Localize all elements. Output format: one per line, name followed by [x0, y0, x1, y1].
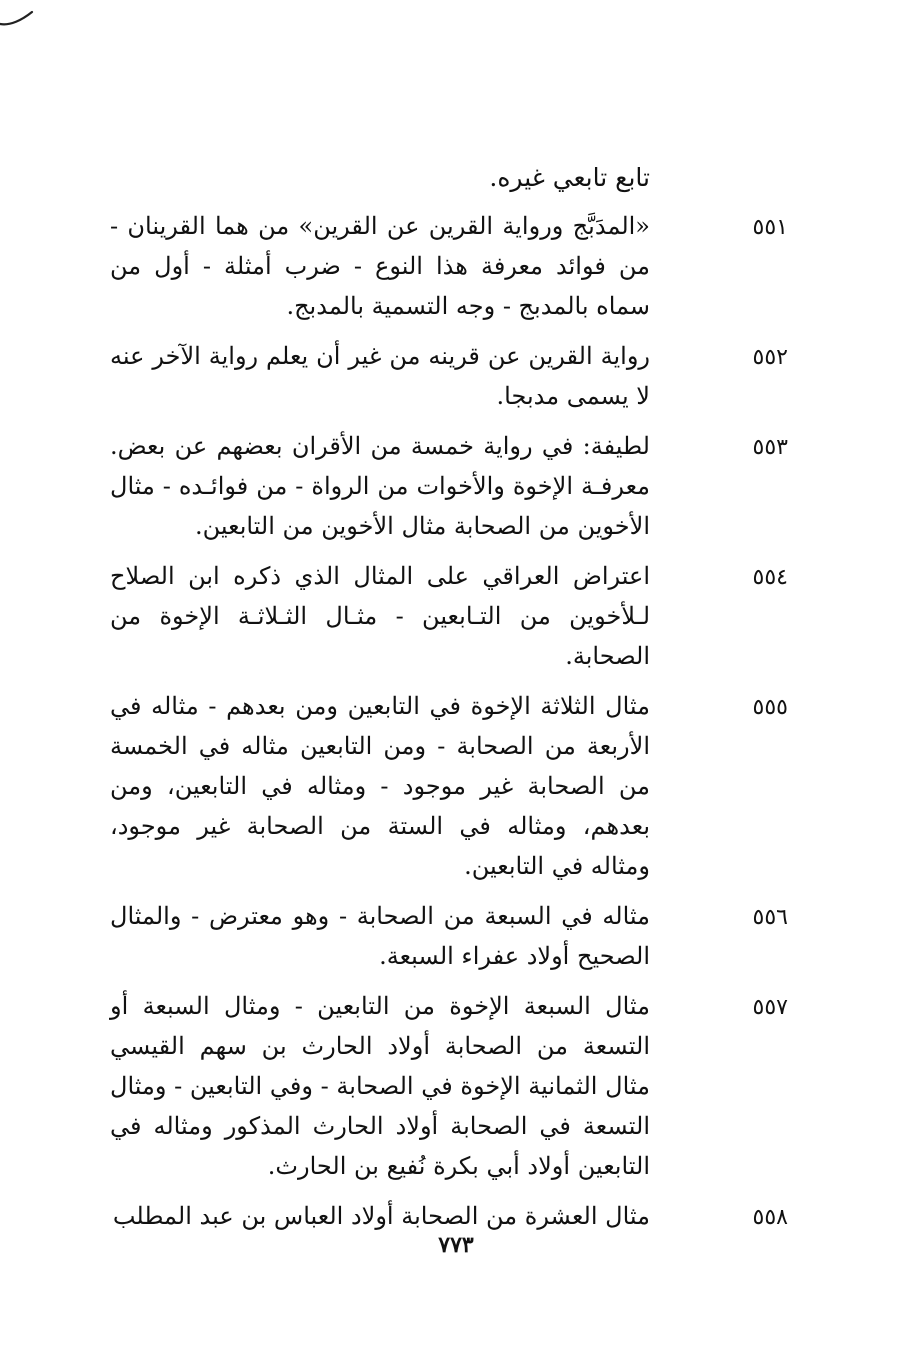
index-entry [110, 680, 800, 890]
entry-page-number: ٥٥٤ [752, 565, 788, 590]
entry-page-number: ٥٥٧ [752, 995, 788, 1020]
entry-text: رواية القرين عن قرينه من غير أن يعلم رواية الآخر عنه لا يسمى مدبجا. [110, 342, 650, 410]
entry-page-number: ٥٥٨ [752, 1205, 788, 1230]
index-entry [110, 980, 800, 1190]
entry-text: مثاله في السبعة من الصحابة - وهو معترض - والمثال الصحيح أولاد عفراء السبعة. [110, 902, 650, 970]
entry-page-number: ٥٥٦ [752, 905, 788, 930]
lead-text: تابع تابعي غيره. [489, 163, 650, 192]
ink-mark-icon [0, 10, 34, 30]
entry-text: مثال الثلاثة الإخوة في التابعين ومن بعدهم - مثاله في الأربعة من الصحابة - ومن التابعين مثاله في الخمسة من الصحابة غير موجود - ومثاله في التابعين، ومن بعدهم، ومثاله في الستة من الصحابة غير موجود، ومثاله في التابعين. [110, 692, 650, 880]
entry-text: مثال العشرة من الصحابة أولاد العباس بن عبد المطلب [112, 1202, 650, 1230]
entry-text: اعتراض العراقي على المثال الذي ذكره ابن الصلاح لـلأخوين من التـابعين - مثـال الثـلاثـة الإخوة من الصحابة. [110, 562, 650, 670]
index-entry [110, 200, 800, 330]
entry-page-number: ٥٥٥ [752, 695, 788, 720]
index-entry [110, 890, 800, 980]
index-entry [110, 330, 800, 420]
index-content [110, 158, 800, 1242]
index-entry [110, 420, 800, 550]
entry-text: مثال السبعة الإخوة من التابعين - ومثال السبعة أو التسعة من الصحابة أولاد الحارث بن سهم القيسي مثال الثمانية الإخوة في الصحابة - وفي التابعين - ومثال التسعة في الصحابة أولاد الحارث المذكور ومثاله في التابعين أولاد أبي بكرة نُفيع بن الحارث. [110, 992, 650, 1180]
entry-page-number: ٥٥٢ [752, 345, 788, 370]
entry-page-number: ٥٥١ [752, 215, 788, 240]
entry-text: «المدَبَّج ورواية القرين عن القرين» من هما القرينان - من فوائد معرفة هذا النوع - ضرب أمثلة - أول من سماه بالمدبج - وجه التسمية بالمدبج. [110, 212, 650, 320]
index-entry [110, 550, 800, 680]
entry-text: لطيفة: في رواية خمسة من الأقران بعضهم عن بعض. معرفـة الإخوة والأخوات من الرواة - من فوائـده - مثال الأخوين من الصحابة مثال الأخوين من التابعين. [110, 432, 650, 540]
entry-page-number: ٥٥٣ [752, 435, 788, 460]
page-number: ٧٧٣ [438, 1232, 474, 1258]
